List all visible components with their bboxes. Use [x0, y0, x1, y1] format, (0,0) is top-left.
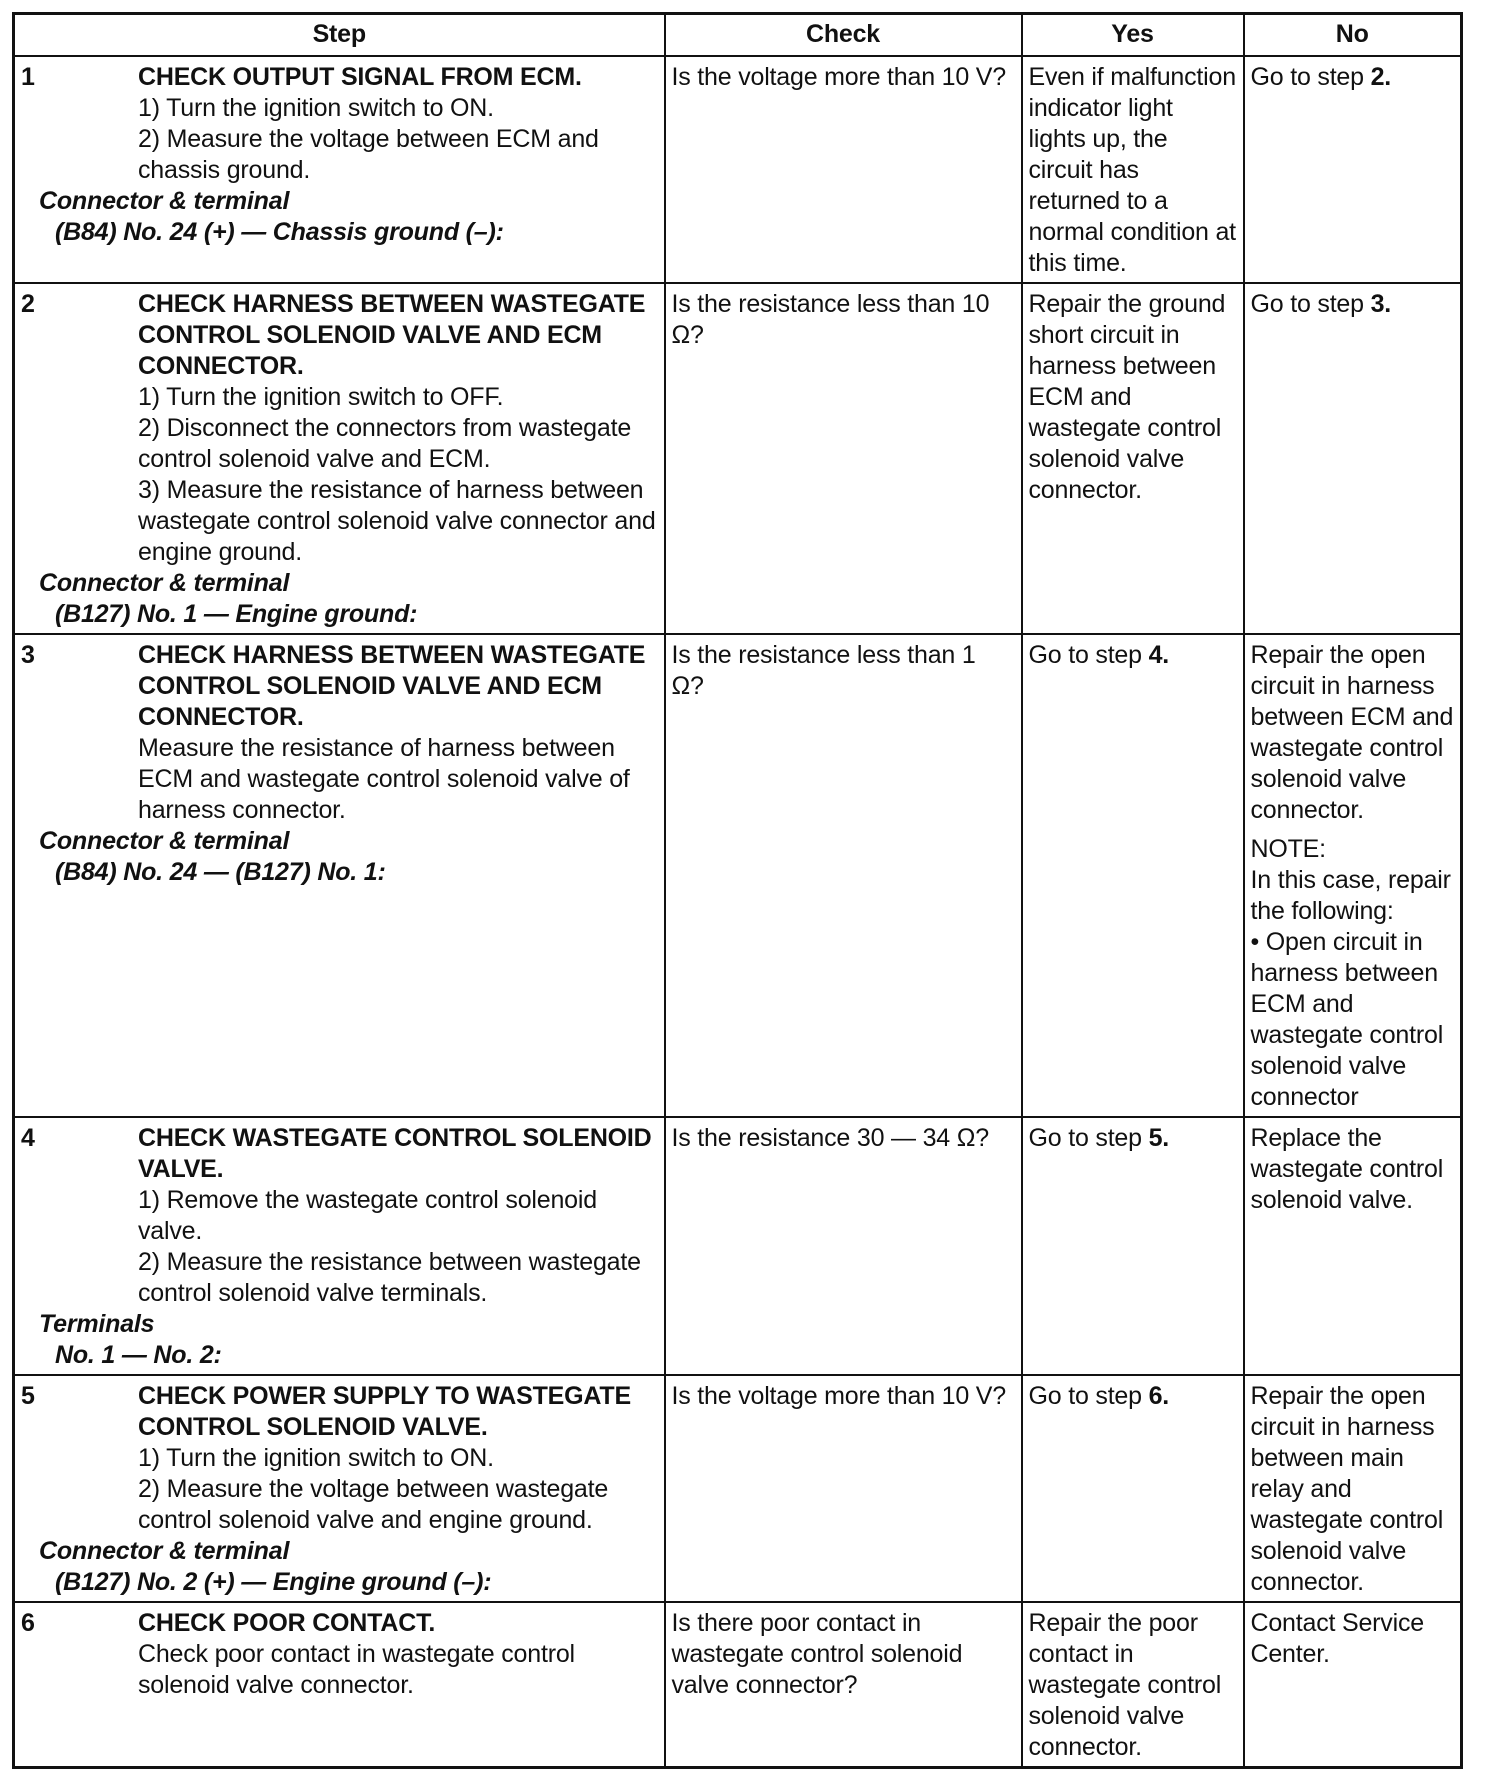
step-title: CHECK HARNESS BETWEEN WASTEGATE CONTROL SOLENOID VALVE AND ECM CONNECTOR.	[138, 641, 646, 731]
step-number: 4	[21, 1124, 35, 1152]
check-cell: Is the voltage more than 10 V?	[665, 56, 1022, 283]
no-text: Go to step	[1250, 63, 1371, 91]
step-title: CHECK WASTEGATE CONTROL SOLENOID VALVE.	[138, 1124, 652, 1183]
yes-cell: Repair the poor contact in wastegate control solenoid valve connector.	[1022, 1602, 1244, 1768]
yes-cell	[1022, 1117, 1244, 1375]
no-text: Go to step	[1250, 290, 1371, 318]
table-row	[14, 283, 1462, 634]
header-no: No	[1244, 14, 1462, 57]
step-ref: 4.	[1148, 641, 1170, 669]
check-cell: Is the resistance less than 10 Ω?	[665, 283, 1022, 634]
table-row	[14, 1602, 1462, 1768]
step-instruction: 2) Measure the voltage between ECM and chassis ground.	[138, 125, 599, 184]
step-number: 3	[21, 641, 35, 669]
terminals-heading: Terminals	[39, 1310, 155, 1338]
step-number: 6	[21, 1609, 35, 1637]
step-title: CHECK HARNESS BETWEEN WASTEGATE CONTROL SOLENOID VALVE AND ECM CONNECTOR.	[138, 290, 646, 380]
yes-text: Go to step	[1028, 1124, 1149, 1152]
no-cell	[1244, 283, 1462, 634]
header-row	[14, 14, 1462, 57]
step-ref: 2.	[1370, 63, 1392, 91]
connector-terminal: (B127) No. 2 (+) — Engine ground (–):	[55, 1568, 492, 1596]
connector-terminal: (B84) No. 24 — (B127) No. 1:	[55, 858, 386, 886]
step-instruction: 2) Measure the resistance between wastegate control solenoid valve terminals.	[138, 1248, 641, 1307]
step-cell	[14, 1602, 665, 1768]
table-row	[14, 1117, 1462, 1375]
step-title: CHECK POWER SUPPLY TO WASTEGATE CONTROL SOLENOID VALVE.	[138, 1382, 631, 1441]
step-title: CHECK OUTPUT SIGNAL FROM ECM.	[138, 63, 582, 91]
header-yes: Yes	[1022, 14, 1244, 57]
no-cell: Repair the open circuit in harness between main relay and wastegate control solenoid valve connector.	[1244, 1375, 1462, 1602]
no-cell: Replace the wastegate control solenoid valve.	[1244, 1117, 1462, 1375]
check-cell: Is the resistance 30 — 34 Ω?	[665, 1117, 1022, 1375]
step-cell	[14, 1375, 665, 1602]
connector-terminal: (B127) No. 1 — Engine ground:	[55, 600, 418, 628]
no-cell: Contact Service Center.	[1244, 1602, 1462, 1768]
step-cell	[14, 56, 665, 283]
yes-text: Go to step	[1028, 641, 1149, 669]
connector-heading: Connector & terminal	[39, 569, 290, 597]
no-cell	[1244, 56, 1462, 283]
step-cell	[14, 283, 665, 634]
note-heading: NOTE:	[1250, 835, 1326, 863]
yes-cell	[1022, 1375, 1244, 1602]
step-cell	[14, 634, 665, 1117]
table-row	[14, 56, 1462, 283]
connector-terminal: (B84) No. 24 (+) — Chassis ground (–):	[55, 218, 504, 246]
step-cell	[14, 1117, 665, 1375]
check-cell: Is the resistance less than 1 Ω?	[665, 634, 1022, 1117]
note-text: In this case, repair the following:	[1250, 866, 1451, 925]
step-instruction: 1) Turn the ignition switch to ON.	[138, 1444, 494, 1472]
step-instruction: 2) Disconnect the connectors from wastegate control solenoid valve and ECM.	[138, 414, 632, 473]
yes-cell	[1022, 634, 1244, 1117]
note-item: • Open circuit in harness between ECM and wastegate control solenoid valve connector	[1250, 928, 1444, 1111]
step-ref: 6.	[1148, 1382, 1170, 1410]
step-number: 2	[21, 290, 35, 318]
step-instruction: 1) Turn the ignition switch to OFF.	[138, 383, 504, 411]
step-instruction: Check poor contact in wastegate control solenoid valve connector.	[138, 1640, 575, 1699]
connector-heading: Connector & terminal	[39, 187, 290, 215]
yes-cell: Even if malfunction indicator light lights up, the circuit has returned to a normal condition at this time.	[1022, 56, 1244, 283]
header-step: Step	[14, 14, 665, 57]
step-instruction: 1) Turn the ignition switch to ON.	[138, 94, 494, 122]
step-number: 5	[21, 1382, 35, 1410]
step-ref: 3.	[1370, 290, 1392, 318]
table-row	[14, 634, 1462, 1117]
step-ref: 5.	[1148, 1124, 1170, 1152]
yes-cell: Repair the ground short circuit in harness between ECM and wastegate control solenoid valve connector.	[1022, 283, 1244, 634]
step-title: CHECK POOR CONTACT.	[138, 1609, 436, 1637]
step-instruction: 3) Measure the resistance of harness between wastegate control solenoid valve connector and engine ground.	[138, 476, 656, 566]
no-text: Repair the open circuit in harness between ECM and wastegate control solenoid valve connector.	[1250, 641, 1454, 824]
connector-heading: Connector & terminal	[39, 827, 290, 855]
table-row	[14, 1375, 1462, 1602]
diagnostic-table	[12, 12, 1463, 1769]
check-cell: Is the voltage more than 10 V?	[665, 1375, 1022, 1602]
header-check: Check	[665, 14, 1022, 57]
no-cell	[1244, 634, 1462, 1117]
step-instruction: 1) Remove the wastegate control solenoid valve.	[138, 1186, 597, 1245]
terminals-value: No. 1 — No. 2:	[55, 1341, 222, 1369]
check-cell: Is there poor contact in wastegate control solenoid valve connector?	[665, 1602, 1022, 1768]
step-number: 1	[21, 63, 35, 91]
step-instruction: Measure the resistance of harness between ECM and wastegate control solenoid valve of harness connector.	[138, 734, 630, 824]
yes-text: Go to step	[1028, 1382, 1149, 1410]
connector-heading: Connector & terminal	[39, 1537, 290, 1565]
step-instruction: 2) Measure the voltage between wastegate control solenoid valve and engine ground.	[138, 1475, 609, 1534]
